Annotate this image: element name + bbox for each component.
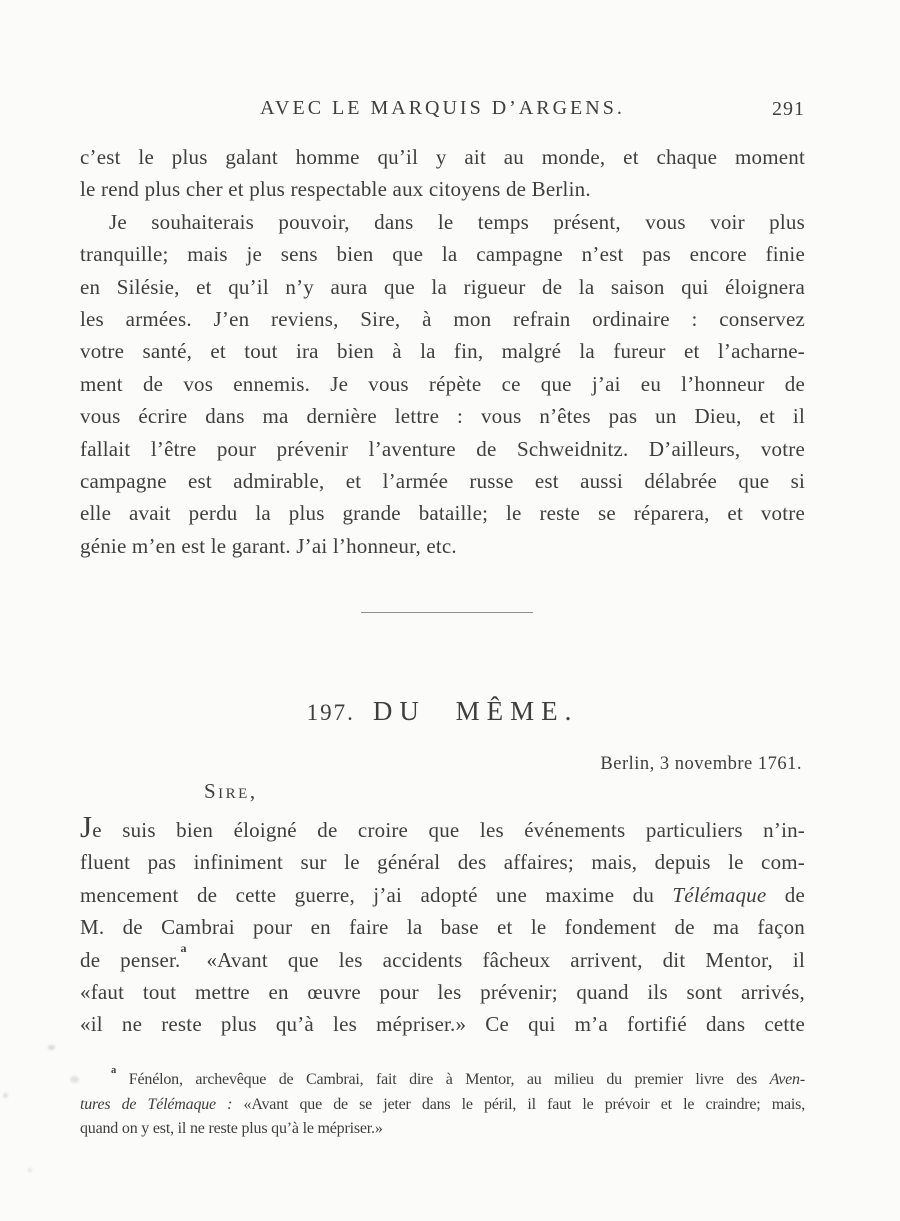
text-line: [80, 173, 805, 205]
text-line: [80, 1064, 805, 1093]
text-line: [80, 271, 805, 303]
running-header-title: AVEC LE MARQUIS D’ARGENS.: [260, 97, 625, 119]
section-divider: [361, 612, 533, 613]
scan-speck: [48, 1045, 55, 1050]
text-segment: elle avait perdu la plus grande bataille; le reste se réparera, et votre: [80, 501, 805, 526]
text-segment: J: [80, 809, 93, 844]
text-line: [80, 1117, 805, 1142]
letter-dateline: Berlin, 3 novembre 1761.: [600, 754, 802, 774]
letter-heading: [80, 696, 805, 727]
footnote-marker: a: [111, 1064, 117, 1076]
text-segment: tranquille; mais je sens bien que la campagne n’est pas encore finie: [80, 242, 805, 267]
text-segment: «Avant que les accidents fâcheux arrivent, dit Mentor, il: [186, 947, 805, 972]
page-number: 291: [772, 98, 805, 120]
text-segment: fluent pas infiniment sur le général des affaires; mais, depuis le com-: [80, 850, 805, 875]
text-line: [80, 530, 805, 562]
text-segment: de penser.: [80, 947, 181, 972]
text-segment: M. de Cambrai pour en faire la base et le fondement de ma façon: [80, 915, 805, 940]
text-line: [80, 465, 805, 497]
text-segment: tures de Télémaque :: [80, 1095, 244, 1113]
text-segment: génie m’en est le garant. J’ai l’honneur, etc.: [80, 533, 457, 558]
text-line: [80, 976, 805, 1008]
running-header: [80, 97, 805, 125]
text-line: [80, 809, 805, 846]
text-segment: les armées. J’en reviens, Sire, à mon refrain ordinaire : conservez: [80, 307, 805, 332]
text-line: [80, 433, 805, 465]
text-segment: en Silésie, et qu’il n’y aura que la rigueur de la saison qui éloignera: [80, 274, 805, 299]
text-line: [80, 911, 805, 943]
text-segment: votre santé, et tout ira bien à la fin, malgré la fureur et l’acharne-: [80, 339, 805, 364]
text-segment: «faut tout mettre en œuvre pour les prévenir; quand ils sont arrivés,: [80, 980, 805, 1005]
text-line: [80, 238, 805, 270]
text-segment: ment de vos ennemis. Je vous répète ce que j’ai eu l’honneur de: [80, 371, 805, 396]
text-line: [80, 335, 805, 367]
letter-title: DU MÊME.: [372, 696, 579, 726]
text-line: [80, 400, 805, 432]
text-segment: Je souhaiterais pouvoir, dans le temps présent, vous voir plus: [109, 209, 805, 234]
text-line: [80, 368, 805, 400]
text-segment: Aven-: [769, 1071, 805, 1088]
text-segment: campagne est admirable, et l’armée russe est aussi délabrée que si: [80, 469, 805, 494]
text-segment: Télémaque: [672, 882, 767, 907]
text-segment: «il ne reste plus qu’à les mépriser.» Ce qui m’a fortifié dans cette: [80, 1012, 805, 1037]
text-segment: vous écrire dans ma dernière lettre : vous n’êtes pas un Dieu, et il: [80, 404, 805, 429]
scan-speck: [3, 1093, 8, 1098]
letter-salutation: Sire,: [204, 779, 258, 803]
text-line: [80, 141, 805, 173]
text-line: [80, 940, 805, 976]
text-segment: «Avant que de se jeter dans le péril, il faut le prévoir et le craindre; mais,: [243, 1095, 805, 1113]
text-line: [80, 303, 805, 335]
text-line: [80, 1093, 805, 1118]
text-segment: quand on y est, il ne reste plus qu’à le mépriser.»: [80, 1120, 383, 1137]
text-segment: le rend plus cher et plus respectable aux citoyens de Berlin.: [80, 177, 591, 202]
text-line: [80, 879, 805, 911]
text-segment: mencement de cette guerre, j’ai adopté une maxime du: [80, 882, 673, 907]
scan-speck: [28, 1168, 32, 1172]
scan-speck: [70, 1076, 79, 1083]
text-segment: Fénélon, archevêque de Cambrai, fait dire à Mentor, au milieu du premier livre des: [116, 1071, 770, 1088]
text-line: [80, 1008, 805, 1040]
text-line: [80, 206, 805, 238]
footnote-marker: a: [180, 940, 187, 955]
text-segment: e suis bien éloigné de croire que les événements particuliers n’in-: [92, 818, 805, 842]
previous-letter-text: [80, 141, 805, 562]
text-segment: de: [766, 882, 805, 907]
text-line: [80, 846, 805, 878]
text-segment: c’est le plus galant homme qu’il y ait au monde, et chaque moment: [80, 145, 805, 169]
text-line: [80, 497, 805, 529]
text-segment: fallait l’être pour prévenir l’aventure de Schweidnitz. D’ailleurs, votre: [80, 436, 805, 461]
letter-body-text: [80, 809, 805, 1041]
footnote: [80, 1064, 805, 1142]
letter-number: 197.: [306, 700, 355, 725]
